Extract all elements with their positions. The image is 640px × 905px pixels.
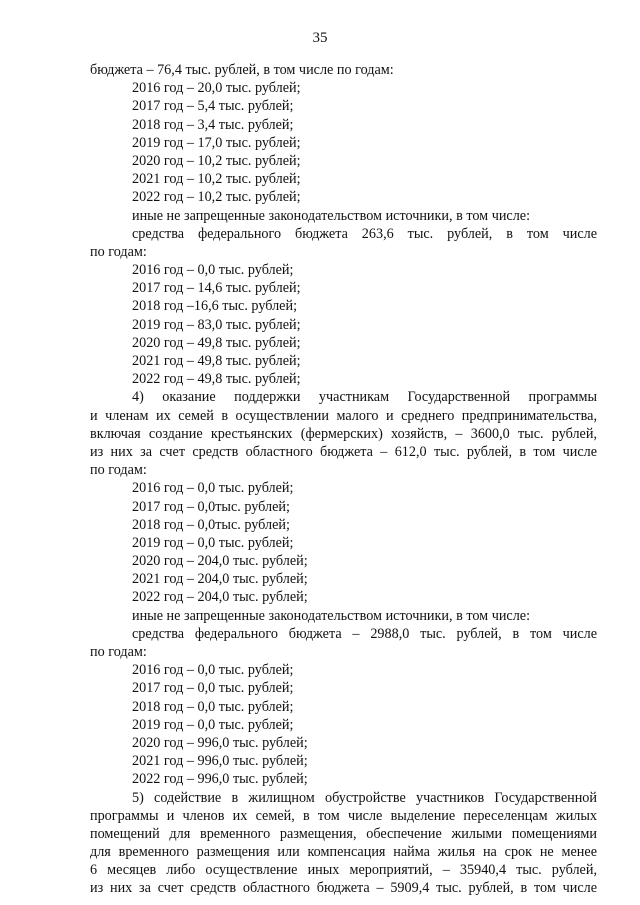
text-line: 2020 год – 49,8 тыс. рублей; xyxy=(132,334,301,351)
text-line: 2020 год – 10,2 тыс. рублей; xyxy=(132,152,301,169)
text-line: 5) содействие в жилищном обустройстве участников Государственной xyxy=(132,789,597,806)
text-line: иные не запрещенные законодательством источники, в том числе: xyxy=(132,607,531,624)
text-line: 2021 год – 10,2 тыс. рублей; xyxy=(132,171,301,188)
text-line: 2018 год – 0,0тыс. рублей; xyxy=(132,516,290,533)
text-line: для временного размещения или компенсация найма жилья на срок не менее xyxy=(90,844,597,861)
text-line: и членам их семей в осуществлении малого и среднего предпринимательства, xyxy=(90,407,597,424)
text-line: 6 месяцев либо осуществление иных мероприятий, – 35940,4 тыс. рублей, xyxy=(90,862,597,879)
text-line: 2018 год – 3,4 тыс. рублей; xyxy=(132,116,294,133)
text-line: средства федерального бюджета – 2988,0 тыс. рублей, в том числе xyxy=(132,625,597,642)
text-line: иные не запрещенные законодательством источники, в том числе: xyxy=(132,207,531,224)
text-line: 2018 год –16,6 тыс. рублей; xyxy=(132,298,298,315)
page-number: 35 xyxy=(312,30,328,46)
text-line: средства федерального бюджета 263,6 тыс. рублей, в том числе xyxy=(132,225,597,242)
text-line: 2020 год – 204,0 тыс. рублей; xyxy=(132,553,308,570)
text-line: 2021 год – 996,0 тыс. рублей; xyxy=(132,753,308,770)
text-line: программы и членов их семей, в том числе выделение переселенцам жилых xyxy=(90,807,597,824)
document-body xyxy=(90,61,597,898)
text-line: 2017 год – 14,6 тыс. рублей; xyxy=(132,280,301,297)
text-line: из них за счет средств областного бюджета – 612,0 тыс. рублей, в том числе xyxy=(90,443,597,460)
text-line: 2019 год – 17,0 тыс. рублей; xyxy=(132,134,301,151)
text-line: 2020 год – 996,0 тыс. рублей; xyxy=(132,734,308,751)
text-line: 2018 год – 0,0 тыс. рублей; xyxy=(132,698,294,715)
text-line: по годам: xyxy=(90,644,147,660)
text-line: 2021 год – 204,0 тыс. рублей; xyxy=(132,571,308,588)
text-line: 2016 год – 0,0 тыс. рублей; xyxy=(132,480,294,497)
text-line: из них за счет средств областного бюджета – 5909,4 тыс. рублей, в том числе xyxy=(90,880,597,897)
text-line: по годам: xyxy=(90,243,147,260)
text-line: 2017 год – 0,0тыс. рублей; xyxy=(132,498,290,515)
text-line: 2017 год – 0,0 тыс. рублей; xyxy=(132,680,294,697)
text-line: 2019 год – 83,0 тыс. рублей; xyxy=(132,316,301,333)
text-line: 2022 год – 204,0 тыс. рублей; xyxy=(132,589,308,606)
text-line: включая создание крестьянских (фермерских) хозяйств, – 3600,0 тыс. рублей, xyxy=(90,425,597,442)
text-line: 4) оказание поддержки участникам Государственной программы xyxy=(132,389,597,406)
text-line: 2019 год – 0,0 тыс. рублей; xyxy=(132,716,294,733)
text-line: 2017 год – 5,4 тыс. рублей; xyxy=(132,98,294,115)
text-line: 2021 год – 49,8 тыс. рублей; xyxy=(132,353,301,369)
text-line: 2016 год – 20,0 тыс. рублей; xyxy=(132,80,301,97)
text-line: 2016 год – 0,0 тыс. рублей; xyxy=(132,662,294,679)
text-line: 2022 год – 49,8 тыс. рублей; xyxy=(132,371,301,388)
text-line: по годам: xyxy=(90,462,147,479)
text-line: 2022 год – 10,2 тыс. рублей; xyxy=(132,189,301,206)
text-line: помещений для временного размещения, обеспечение жилыми помещениями xyxy=(90,825,597,842)
text-line: 2022 год – 996,0 тыс. рублей; xyxy=(132,771,308,788)
text-line: бюджета – 76,4 тыс. рублей, в том числе по годам: xyxy=(90,62,394,78)
text-line: 2019 год – 0,0 тыс. рублей; xyxy=(132,534,294,551)
text-line: 2016 год – 0,0 тыс. рублей; xyxy=(132,262,294,279)
